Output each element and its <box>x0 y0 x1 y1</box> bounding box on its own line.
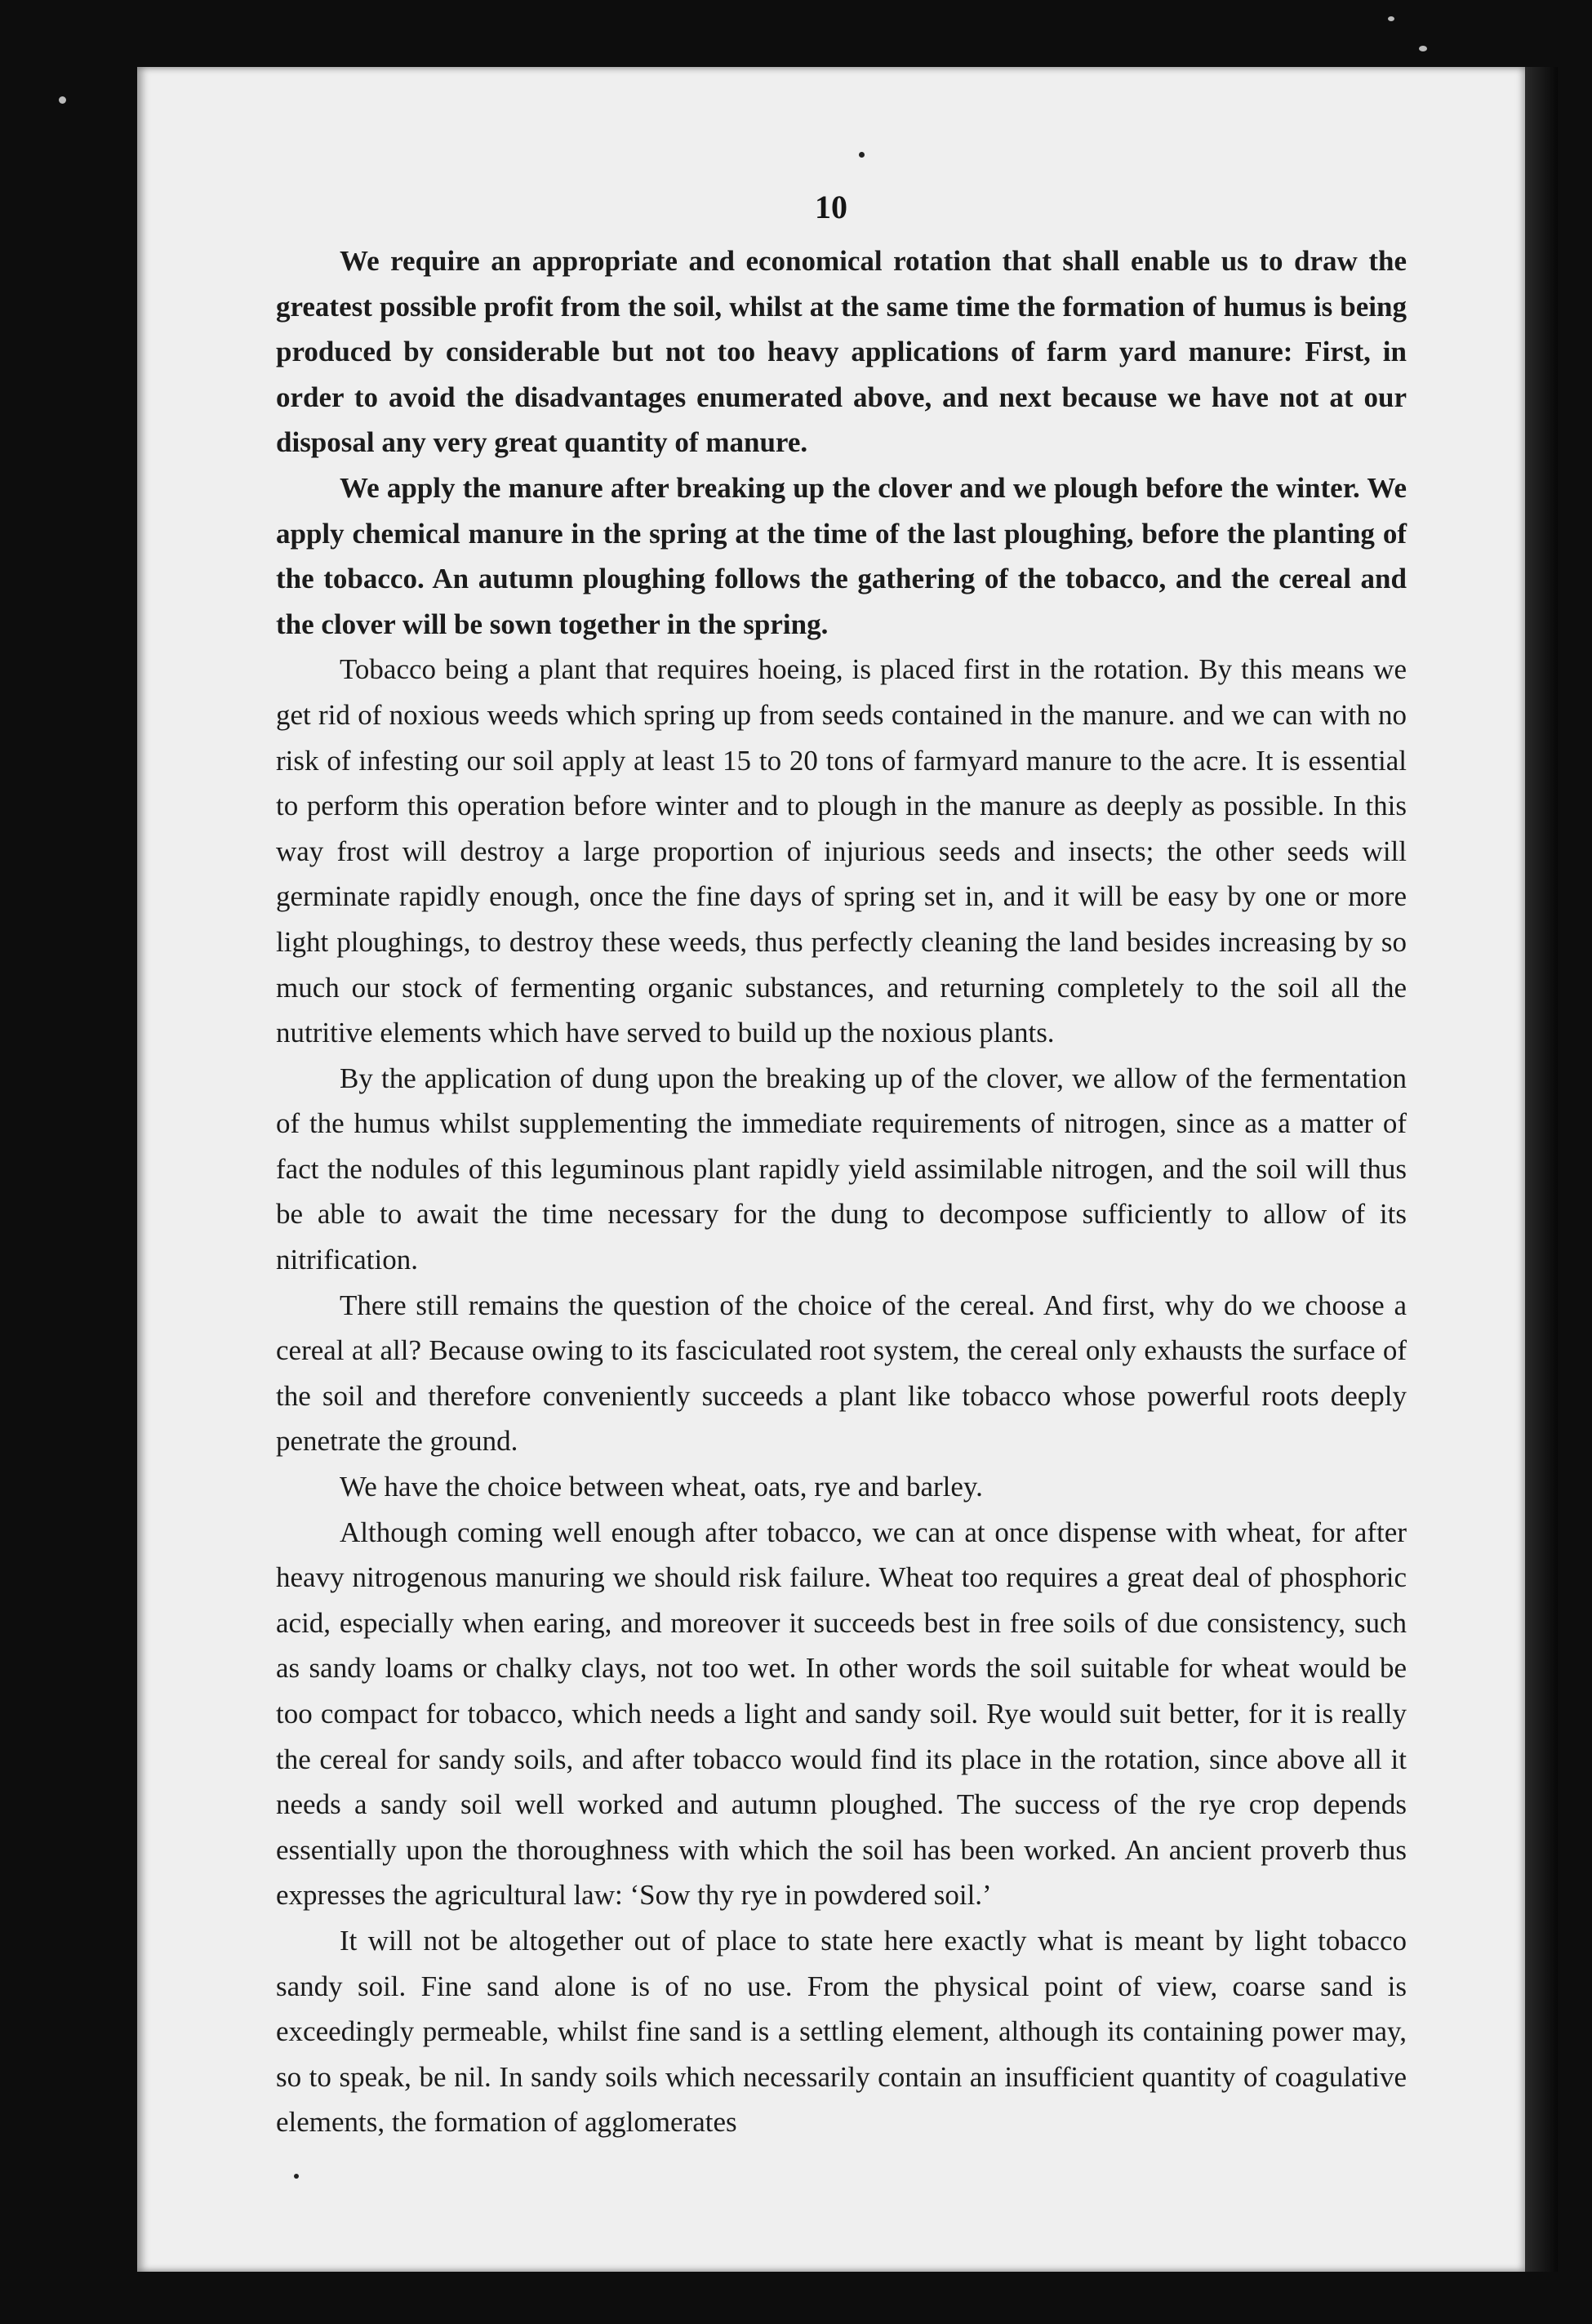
scan-artifact <box>1419 46 1427 51</box>
scan-artifact <box>1388 16 1394 21</box>
body-text <box>276 238 1407 2145</box>
ink-speck <box>859 152 865 158</box>
paragraph: Tobacco being a plant that requires hoeing, is placed first in the rotation. By this means we get rid of noxious weeds which spring up from seeds contained in the manure. and we can with no risk of infesting our soil apply at least 15 to 20 tons of farmyard manure to the acre. It is essential to perform this operation before winter and to plough in the manure as deeply as possible. In this way frost will destroy a large proportion of injurious seeds and insects; the other seeds will germinate rapidly enough, once the fine days of spring set in, and it will be easy by one or more light ploughings, to destroy these weeds, thus perfectly cleaning the land besides increasing by so much our stock of fermenting organic substances, and returning completely to the soil all the nutritive elements which have served to build up the noxious plants. <box>276 653 1407 1049</box>
page-edge-shadow <box>1525 67 1558 2272</box>
paragraph: We apply the manure after breaking up the clover and we plough before the winter. We apply chemical manure in the spring at the time of the last ploughing, before the planting of the tobacco. An autumn ploughing follows the gathering of the tobacco, and the cereal and the clover will be sown together in the spring. <box>276 471 1407 640</box>
paragraph: By the application of dung upon the breaking up of the clover, we allow of the fermentation of the humus whilst supplementing the immediate requirements of nitrogen, since as a matter of fact the nodules of this leguminous plant rapidly yield assimilable nitrogen, and the soil will thus be able to await the time necessary for the dung to decompose sufficiently to allow of its nitrification. <box>276 1062 1407 1276</box>
paragraph: Although coming well enough after tobacco, we can at once dispense with wheat, for after heavy nitrogenous manuring we should risk failure. Wheat too requires a great deal of phosphoric acid, especially when earing, and moreover it succeeds best in free soils of due consistency, such as sandy loams or chalky clays, not too wet. In other words the soil suitable for wheat would be too compact for tobacco, which needs a light and sandy soil. Rye would suit better, for it is really the cereal for sandy soils, and after tobacco would find its place in the rotation, since above all it needs a sandy soil well worked and autumn ploughed. The success of the rye crop depends essentially upon the thoroughness with which the soil has been worked. An ancient proverb thus expresses the agricultural law: ‘Sow thy rye in powdered soil.’ <box>276 1516 1407 1912</box>
paragraph: There still remains the question of the choice of the cereal. And first, why do we choose a cereal at all? Because owing to its fasciculated root system, the cereal only exhausts the surface of the soil and therefore conveniently succeeds a plant like tobacco whose powerful roots deeply penetrate the ground. <box>276 1289 1407 1458</box>
ink-speck <box>294 2174 299 2179</box>
paragraph: It will not be altogether out of place to state here exactly what is meant by light tobacco sandy soil. Fine sand alone is of no use. From the physical point of view, coarse sand is exceedingly permeable, whilst fine sand is a settling element, although its containing power may, so to speak, be nil. In sandy soils which necessarily contain an insufficient quantity of coagulative elements, the formation of agglomerates <box>276 1924 1407 2139</box>
book-page <box>137 67 1525 2272</box>
page-number: 10 <box>815 189 847 225</box>
paragraph: We have the choice between wheat, oats, rye and barley. <box>340 1471 983 1503</box>
paragraph: We require an appropriate and economical rotation that shall enable us to draw the greatest possible profit from the soil, whilst at the same time the formation of humus is being produced by considerable but not too heavy applications of farm yard manure: First, in order to avoid the disadvantages enumerated above, and next because we have not at our disposal any very great quantity of manure. <box>276 245 1407 459</box>
scan-artifact <box>59 96 66 104</box>
